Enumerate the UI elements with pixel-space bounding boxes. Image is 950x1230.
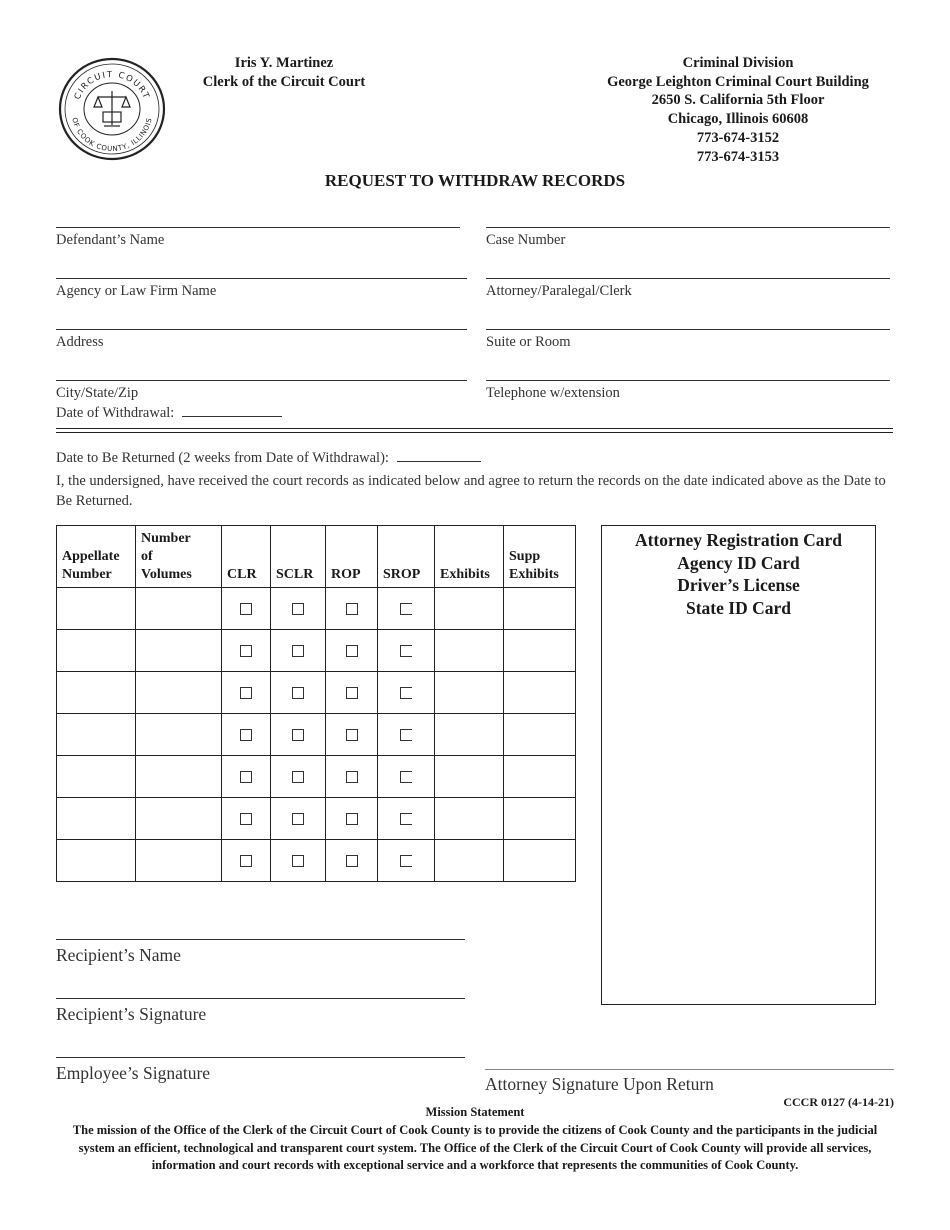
cell-srop (378, 672, 435, 714)
cell-number-of-volumes[interactable] (136, 756, 222, 798)
phone-number-1: 773-674-3152 (696, 129, 780, 146)
attorney-return-signature-field[interactable] (485, 1069, 894, 1070)
cell-clr (222, 588, 271, 630)
cell-appellate-number[interactable] (57, 756, 136, 798)
rop-checkbox[interactable] (346, 729, 358, 741)
case-number-field[interactable] (486, 227, 890, 228)
divider-rule-top (56, 428, 893, 429)
cell-number-of-volumes[interactable] (136, 840, 222, 882)
table-row (57, 588, 576, 630)
records-table (56, 525, 576, 882)
srop-checkbox[interactable] (400, 855, 412, 867)
city-address: Chicago, Illinois 60608 (667, 111, 809, 128)
cell-supp-exhibits[interactable] (504, 672, 576, 714)
cell-number-of-volumes[interactable] (136, 672, 222, 714)
employee-signature-field[interactable] (56, 1057, 465, 1058)
cell-exhibits[interactable] (435, 840, 504, 882)
recipient-signature-label: Recipient’s Signature (56, 1004, 207, 1024)
sclr-checkbox[interactable] (292, 729, 304, 741)
id-agency-card: Agency ID Card (677, 552, 800, 573)
agency-label: Agency or Law Firm Name (56, 283, 217, 299)
cell-number-of-volumes[interactable] (136, 630, 222, 672)
table-row (57, 630, 576, 672)
id-drivers-license: Driver’s License (677, 575, 800, 595)
agency-field[interactable] (56, 278, 467, 279)
form-code: CCCR 0127 (4-14-21) (783, 1095, 894, 1109)
cell-srop (378, 798, 435, 840)
defendant-name-field[interactable] (56, 227, 460, 228)
srop-checkbox[interactable] (400, 645, 412, 657)
id-attorney-registration-card: Attorney Registration Card (634, 530, 843, 550)
scales-of-justice-icon (94, 91, 130, 126)
cell-srop (378, 630, 435, 672)
cell-rop (326, 840, 378, 882)
sclr-checkbox[interactable] (292, 855, 304, 867)
col-sclr: SCLR (271, 526, 326, 588)
cell-clr (222, 756, 271, 798)
table-header-row (57, 526, 576, 588)
srop-checkbox[interactable] (400, 729, 412, 741)
clr-checkbox[interactable] (240, 645, 252, 657)
cell-srop (378, 714, 435, 756)
cell-clr (222, 672, 271, 714)
rop-checkbox[interactable] (346, 645, 358, 657)
cell-appellate-number[interactable] (57, 588, 136, 630)
phone-number-2: 773-674-3153 (696, 148, 780, 165)
employee-signature-label: Employee’s Signature (56, 1063, 211, 1083)
cell-rop (326, 588, 378, 630)
cell-number-of-volumes[interactable] (136, 798, 222, 840)
col-rop: ROP (326, 526, 378, 588)
divider-rule-bottom (56, 432, 893, 433)
division-name: Criminal Division (682, 55, 794, 71)
address-field[interactable] (56, 329, 467, 330)
cell-exhibits[interactable] (435, 672, 504, 714)
date-of-withdrawal-label: Date of Withdrawal: (56, 405, 175, 421)
cell-supp-exhibits[interactable] (504, 630, 576, 672)
telephone-label: Telephone w/extension (486, 385, 620, 401)
building-name: George Leighton Criminal Court Building (607, 73, 869, 90)
table-row (57, 798, 576, 840)
date-to-be-returned (56, 449, 481, 467)
cell-exhibits[interactable] (435, 630, 504, 672)
sclr-checkbox[interactable] (292, 645, 304, 657)
suite-label: Suite or Room (486, 334, 571, 350)
clr-checkbox[interactable] (240, 771, 252, 783)
rop-checkbox[interactable] (346, 687, 358, 699)
sclr-checkbox[interactable] (292, 771, 304, 783)
srop-checkbox[interactable] (400, 687, 412, 699)
cell-sclr (271, 588, 326, 630)
date-to-be-returned-label: Date to Be Returned (2 weeks from Date of Withdrawal): (56, 450, 389, 466)
mission-statement-text: The mission of the Office of the Clerk of the Circuit Court of Cook County is to provide the citizens of Cook County and the participants in the judicial system an efficient, technological and transparent court system. The Office of the Clerk of the Circuit Court of Cook County will provide all services, information and court records with exceptional service and a workforce that represents the communities of Cook County. (72, 1123, 878, 1172)
cell-rop (326, 630, 378, 672)
agreement-text: I, the undersigned, have received the court records as indicated below and agree to return the records on the date indicated above as the Date to Be Returned. (56, 473, 886, 509)
table-row (57, 756, 576, 798)
sclr-checkbox[interactable] (292, 603, 304, 615)
table-row (57, 672, 576, 714)
col-appellate-number: Appellate Number (57, 526, 136, 588)
cell-srop (378, 756, 435, 798)
cell-exhibits[interactable] (435, 714, 504, 756)
cell-srop (378, 588, 435, 630)
cell-sclr (271, 798, 326, 840)
date-of-withdrawal-field[interactable] (182, 404, 282, 417)
cell-supp-exhibits[interactable] (504, 714, 576, 756)
clr-checkbox[interactable] (240, 813, 252, 825)
telephone-field[interactable] (486, 380, 890, 381)
clr-checkbox[interactable] (240, 855, 252, 867)
city-state-zip-field[interactable] (56, 380, 467, 381)
cell-supp-exhibits[interactable] (504, 840, 576, 882)
cell-clr (222, 714, 271, 756)
cell-supp-exhibits[interactable] (504, 756, 576, 798)
city-state-zip-label: City/State/Zip (56, 385, 139, 401)
col-number-of-volumes: Number of Volumes (136, 526, 222, 588)
cell-rop (326, 714, 378, 756)
cell-appellate-number[interactable] (57, 798, 136, 840)
cell-appellate-number[interactable] (57, 672, 136, 714)
recipient-name-label: Recipient’s Name (56, 945, 181, 965)
cell-sclr (271, 714, 326, 756)
seal-upper-text: CIRCUIT COURT (72, 69, 152, 102)
table-row (57, 714, 576, 756)
rop-checkbox[interactable] (346, 603, 358, 615)
cell-clr (222, 798, 271, 840)
mission-statement-title: Mission Statement (425, 1105, 525, 1119)
sclr-checkbox[interactable] (292, 813, 304, 825)
defendant-name-label: Defendant’s Name (56, 232, 165, 248)
clr-checkbox[interactable] (240, 687, 252, 699)
cell-clr (222, 840, 271, 882)
address-label: Address (56, 334, 104, 350)
cell-exhibits[interactable] (435, 588, 504, 630)
id-card-box[interactable] (601, 525, 876, 1005)
page-title: REQUEST TO WITHDRAW RECORDS (324, 171, 626, 190)
cell-supp-exhibits[interactable] (504, 798, 576, 840)
col-srop: SROP (378, 526, 435, 588)
cell-supp-exhibits[interactable] (504, 588, 576, 630)
col-supp-exhibits: Supp Exhibits (504, 526, 576, 588)
attorney-field[interactable] (486, 278, 890, 279)
seal-lower-text: OF COOK COUNTY, ILLINOIS (70, 116, 154, 154)
suite-field[interactable] (486, 329, 890, 330)
street-address: 2650 S. California 5th Floor (651, 92, 825, 109)
cell-sclr (271, 672, 326, 714)
srop-checkbox[interactable] (400, 771, 412, 783)
col-exhibits: Exhibits (435, 526, 504, 588)
cell-sclr (271, 840, 326, 882)
srop-checkbox[interactable] (400, 603, 412, 615)
cell-sclr (271, 630, 326, 672)
id-state-card: State ID Card (686, 597, 791, 618)
cell-appellate-number[interactable] (57, 630, 136, 672)
cook-county-seal (58, 57, 166, 161)
cell-number-of-volumes[interactable] (136, 714, 222, 756)
clerk-name: Iris Y. Martinez (234, 55, 334, 71)
records-table-body (57, 588, 576, 882)
cell-clr (222, 630, 271, 672)
cell-exhibits[interactable] (435, 798, 504, 840)
rop-checkbox[interactable] (346, 813, 358, 825)
clerk-title: Clerk of the Circuit Court (202, 74, 366, 90)
recipient-signature-field[interactable] (56, 998, 465, 999)
recipient-name-field[interactable] (56, 939, 465, 940)
cell-sclr (271, 756, 326, 798)
cell-exhibits[interactable] (435, 756, 504, 798)
sclr-checkbox[interactable] (292, 687, 304, 699)
rop-checkbox[interactable] (346, 771, 358, 783)
clr-checkbox[interactable] (240, 603, 252, 615)
date-of-withdrawal (56, 404, 282, 422)
col-clr: CLR (222, 526, 271, 588)
cell-number-of-volumes[interactable] (136, 588, 222, 630)
attorney-return-signature-label: Attorney Signature Upon Return (485, 1074, 714, 1094)
cell-srop (378, 840, 435, 882)
srop-checkbox[interactable] (400, 813, 412, 825)
cell-rop (326, 672, 378, 714)
clerk-header (196, 54, 372, 92)
cell-appellate-number[interactable] (57, 714, 136, 756)
clr-checkbox[interactable] (240, 729, 252, 741)
date-to-be-returned-field[interactable] (397, 449, 481, 462)
case-number-label: Case Number (486, 232, 566, 248)
division-header (596, 54, 880, 166)
table-row (57, 840, 576, 882)
cell-rop (326, 756, 378, 798)
cell-appellate-number[interactable] (57, 840, 136, 882)
attorney-label: Attorney/Paralegal/Clerk (486, 283, 632, 299)
rop-checkbox[interactable] (346, 855, 358, 867)
cell-rop (326, 798, 378, 840)
